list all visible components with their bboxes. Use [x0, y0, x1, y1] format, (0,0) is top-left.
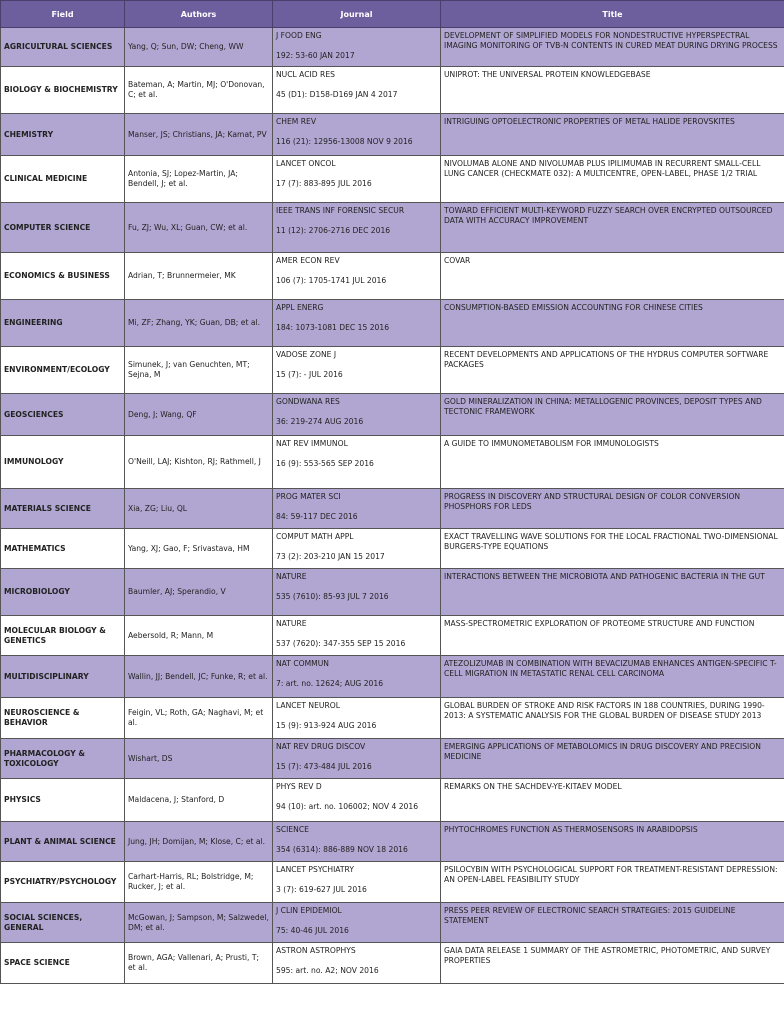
journal-name: PROG MATER SCI [276, 492, 341, 501]
cell-journal [273, 203, 441, 253]
cell-field: MATERIALS SCIENCE [1, 489, 125, 529]
cell-authors: Yang, Q; Sun, DW; Cheng, WW [125, 28, 273, 67]
cell-field: CLINICAL MEDICINE [1, 156, 125, 203]
journal-name: COMPUT MATH APPL [276, 532, 354, 541]
header-authors: Authors [125, 1, 273, 28]
journal-citation: 16 (9): 553-565 SEP 2016 [276, 459, 374, 468]
journal-citation: 106 (7): 1705-1741 JUL 2016 [276, 276, 387, 285]
cell-journal [273, 347, 441, 394]
cell-journal [273, 114, 441, 156]
cell-authors: Feigin, VL; Roth, GA; Naghavi, M; et al. [125, 698, 273, 739]
cell-field: MOLECULAR BIOLOGY & GENETICS [1, 616, 125, 656]
cell-field: MATHEMATICS [1, 529, 125, 569]
cell-journal [273, 739, 441, 779]
cell-journal [273, 436, 441, 489]
cell-journal [273, 903, 441, 943]
cell-field: BIOLOGY & BIOCHEMISTRY [1, 67, 125, 114]
table-row [1, 67, 784, 114]
journal-name: GONDWANA RES [276, 397, 340, 406]
cell-journal [273, 300, 441, 347]
table-row [1, 698, 784, 739]
table-row [1, 529, 784, 569]
table-row [1, 347, 784, 394]
journal-citation: 7: art. no. 12624; AUG 2016 [276, 679, 384, 688]
cell-journal [273, 698, 441, 739]
cell-title: A GUIDE TO IMMUNOMETABOLISM FOR IMMUNOLOGISTS [441, 436, 784, 489]
cell-field: PHARMACOLOGY & TOXICOLOGY [1, 739, 125, 779]
cell-authors: Bateman, A; Martin, MJ; O'Donovan, C; et al. [125, 67, 273, 114]
cell-title: GLOBAL BURDEN OF STROKE AND RISK FACTORS IN 188 COUNTRIES, DURING 1990-2013: A SYSTEMATIC ANALYSIS FOR THE GLOBAL BURDEN OF DISEASE STUDY 2013 [441, 698, 784, 739]
cell-field: NEUROSCIENCE & BEHAVIOR [1, 698, 125, 739]
table-row [1, 156, 784, 203]
cell-authors: Adrian, T; Brunnermeier, MK [125, 253, 273, 300]
cell-title: EXACT TRAVELLING WAVE SOLUTIONS FOR THE LOCAL FRACTIONAL TWO-DIMENSIONAL BURGERS-TYPE EQUATIONS [441, 529, 784, 569]
journal-citation: 17 (7): 883-895 JUL 2016 [276, 179, 372, 188]
journal-name: J CLIN EPIDEMIOL [276, 906, 342, 915]
cell-field: PLANT & ANIMAL SCIENCE [1, 822, 125, 862]
cell-journal [273, 569, 441, 616]
cell-title: NIVOLUMAB ALONE AND NIVOLUMAB PLUS IPILIMUMAB IN RECURRENT SMALL-CELL LUNG CANCER (CHECKMATE 032): A MULTICENTRE, OPEN-LABEL, PHASE 1/2 TRIAL [441, 156, 784, 203]
cell-authors: Brown, AGA; Vallenari, A; Prusti, T; et al. [125, 943, 273, 984]
cell-title: ATEZOLIZUMAB IN COMBINATION WITH BEVACIZUMAB ENHANCES ANTIGEN-SPECIFIC T-CELL MIGRATION IN METASTATIC RENAL CELL CARCINOMA [441, 656, 784, 698]
cell-field: SPACE SCIENCE [1, 943, 125, 984]
table-row [1, 569, 784, 616]
table-row [1, 489, 784, 529]
cell-authors: Fu, ZJ; Wu, XL; Guan, CW; et al. [125, 203, 273, 253]
cell-field: PHYSICS [1, 779, 125, 822]
journal-name: LANCET ONCOL [276, 159, 336, 168]
table-row [1, 436, 784, 489]
cell-authors: Deng, J; Wang, QF [125, 394, 273, 436]
cell-authors: McGowan, J; Sampson, M; Salzwedel, DM; et al. [125, 903, 273, 943]
cell-journal [273, 253, 441, 300]
table-row [1, 943, 784, 984]
journal-name: NUCL ACID RES [276, 70, 335, 79]
journal-name: PHYS REV D [276, 782, 322, 791]
cell-field: MULTIDISCIPLINARY [1, 656, 125, 698]
table-row [1, 779, 784, 822]
journal-name: VADOSE ZONE J [276, 350, 337, 359]
cell-title: GAIA DATA RELEASE 1 SUMMARY OF THE ASTROMETRIC, PHOTOMETRIC, AND SURVEY PROPERTIES [441, 943, 784, 984]
cell-journal [273, 394, 441, 436]
table-row [1, 28, 784, 67]
journal-citation: 94 (10): art. no. 106002; NOV 4 2016 [276, 802, 419, 811]
table-row [1, 656, 784, 698]
cell-title: CONSUMPTION-BASED EMISSION ACCOUNTING FOR CHINESE CITIES [441, 300, 784, 347]
cell-journal [273, 616, 441, 656]
cell-title: PSILOCYBIN WITH PSYCHOLOGICAL SUPPORT FOR TREATMENT-RESISTANT DEPRESSION: AN OPEN-LABEL FEASIBILITY STUDY [441, 862, 784, 903]
table-header [1, 1, 784, 28]
cell-authors: Wallin, JJ; Bendell, JC; Funke, R; et al. [125, 656, 273, 698]
cell-authors: Xia, ZG; Liu, QL [125, 489, 273, 529]
journal-citation: 15 (7): 473-484 JUL 2016 [276, 762, 372, 771]
cell-authors: Baumler, AJ; Sperandio, V [125, 569, 273, 616]
table-row [1, 739, 784, 779]
table-row [1, 394, 784, 436]
cell-journal [273, 943, 441, 984]
cell-field: COMPUTER SCIENCE [1, 203, 125, 253]
header-row [1, 1, 784, 28]
cell-journal [273, 656, 441, 698]
cell-authors: O'Neill, LAJ; Kishton, RJ; Rathmell, J [125, 436, 273, 489]
journal-citation: 15 (7): - JUL 2016 [276, 370, 343, 379]
cell-title: REMARKS ON THE SACHDEV-YE-KITAEV MODEL [441, 779, 784, 822]
journal-citation: 116 (21): 12956-13008 NOV 9 2016 [276, 137, 413, 146]
journal-name: NAT REV IMMUNOL [276, 439, 348, 448]
table-row [1, 253, 784, 300]
cell-field: IMMUNOLOGY [1, 436, 125, 489]
cell-authors: Yang, XJ; Gao, F; Srivastava, HM [125, 529, 273, 569]
cell-title: COVAR [441, 253, 784, 300]
cell-authors: Maldacena, J; Stanford, D [125, 779, 273, 822]
journal-name: NAT COMMUN [276, 659, 329, 668]
journal-citation: 15 (9): 913-924 AUG 2016 [276, 721, 377, 730]
journal-citation: 354 (6314): 886-889 NOV 18 2016 [276, 845, 408, 854]
cell-title: GOLD MINERALIZATION IN CHINA: METALLOGENIC PROVINCES, DEPOSIT TYPES AND TECTONIC FRAMEWORK [441, 394, 784, 436]
journal-name: IEEE TRANS INF FORENSIC SECUR [276, 206, 405, 215]
journal-citation: 192: 53-60 JAN 2017 [276, 51, 355, 60]
cell-journal [273, 67, 441, 114]
cell-field: CHEMISTRY [1, 114, 125, 156]
cell-journal [273, 529, 441, 569]
cell-title: PHYTOCHROMES FUNCTION AS THERMOSENSORS IN ARABIDOPSIS [441, 822, 784, 862]
table-row [1, 822, 784, 862]
journal-citation: 595: art. no. A2; NOV 2016 [276, 966, 379, 975]
cell-field: PSYCHIATRY/PSYCHOLOGY [1, 862, 125, 903]
cell-journal [273, 779, 441, 822]
cell-authors: Aebersold, R; Mann, M [125, 616, 273, 656]
journal-citation: 75: 40-46 JUL 2016 [276, 926, 349, 935]
table-row [1, 203, 784, 253]
cell-authors: Simunek, J; van Genuchten, MT; Sejna, M [125, 347, 273, 394]
cell-journal [273, 862, 441, 903]
cell-title: DEVELOPMENT OF SIMPLIFIED MODELS FOR NONDESTRUCTIVE HYPERSPECTRAL IMAGING MONITORING OF TVB-N CONTENTS IN CURED MEAT DURING DRYING PROCESS [441, 28, 784, 67]
journal-name: NAT REV DRUG DISCOV [276, 742, 366, 751]
cell-title: INTRIGUING OPTOELECTRONIC PROPERTIES OF METAL HALIDE PEROVSKITES [441, 114, 784, 156]
cell-title: PROGRESS IN DISCOVERY AND STRUCTURAL DESIGN OF COLOR CONVERSION PHOSPHORS FOR LEDS [441, 489, 784, 529]
journal-name: SCIENCE [276, 825, 309, 834]
journal-name: LANCET PSYCHIATRY [276, 865, 354, 874]
cell-title: EMERGING APPLICATIONS OF METABOLOMICS IN DRUG DISCOVERY AND PRECISION MEDICINE [441, 739, 784, 779]
table-row [1, 300, 784, 347]
cell-authors: Manser, JS; Christians, JA; Kamat, PV [125, 114, 273, 156]
cell-journal [273, 489, 441, 529]
journal-citation: 84: 59-117 DEC 2016 [276, 512, 358, 521]
cell-title: TOWARD EFFICIENT MULTI-KEYWORD FUZZY SEARCH OVER ENCRYPTED OUTSOURCED DATA WITH ACCURACY IMPROVEMENT [441, 203, 784, 253]
cell-title: INTERACTIONS BETWEEN THE MICROBIOTA AND PATHOGENIC BACTERIA IN THE GUT [441, 569, 784, 616]
cell-field: AGRICULTURAL SCIENCES [1, 28, 125, 67]
cell-authors: Wishart, DS [125, 739, 273, 779]
journal-citation: 45 (D1): D158-D169 JAN 4 2017 [276, 90, 398, 99]
table-row [1, 616, 784, 656]
journal-citation: 73 (2): 203-210 JAN 15 2017 [276, 552, 385, 561]
journal-citation: 36: 219-274 AUG 2016 [276, 417, 364, 426]
table-body [1, 28, 784, 984]
cell-field: GEOSCIENCES [1, 394, 125, 436]
table-row [1, 903, 784, 943]
header-title: Title [441, 1, 784, 28]
header-field: Field [1, 1, 125, 28]
table-row [1, 114, 784, 156]
cell-field: MICROBIOLOGY [1, 569, 125, 616]
cell-journal [273, 822, 441, 862]
journal-name: ASTRON ASTROPHYS [276, 946, 356, 955]
journal-name: J FOOD ENG [276, 31, 322, 40]
journal-name: NATURE [276, 619, 307, 628]
cell-authors: Mi, ZF; Zhang, YK; Guan, DB; et al. [125, 300, 273, 347]
journal-citation: 537 (7620): 347-355 SEP 15 2016 [276, 639, 406, 648]
cell-field: ENVIRONMENT/ECOLOGY [1, 347, 125, 394]
cell-title: PRESS PEER REVIEW OF ELECTRONIC SEARCH STRATEGIES: 2015 GUIDELINE STATEMENT [441, 903, 784, 943]
journal-citation: 184: 1073-1081 DEC 15 2016 [276, 323, 390, 332]
cell-field: SOCIAL SCIENCES, GENERAL [1, 903, 125, 943]
journal-citation: 535 (7610): 85-93 JUL 7 2016 [276, 592, 389, 601]
journal-name: NATURE [276, 572, 307, 581]
journal-name: CHEM REV [276, 117, 317, 126]
cell-authors: Carhart-Harris, RL; Bolstridge, M; Rucker, J; et al. [125, 862, 273, 903]
journal-citation: 11 (12): 2706-2716 DEC 2016 [276, 226, 391, 235]
journal-citation: 3 (7): 619-627 JUL 2016 [276, 885, 367, 894]
cell-journal [273, 28, 441, 67]
cell-field: ECONOMICS & BUSINESS [1, 253, 125, 300]
journal-name: LANCET NEUROL [276, 701, 340, 710]
cell-field: ENGINEERING [1, 300, 125, 347]
header-journal: Journal [273, 1, 441, 28]
cell-authors: Jung, JH; Domijan, M; Klose, C; et al. [125, 822, 273, 862]
cell-title: MASS-SPECTROMETRIC EXPLORATION OF PROTEOME STRUCTURE AND FUNCTION [441, 616, 784, 656]
cell-title: RECENT DEVELOPMENTS AND APPLICATIONS OF THE HYDRUS COMPUTER SOFTWARE PACKAGES [441, 347, 784, 394]
table-row [1, 862, 784, 903]
cell-authors: Antonia, SJ; Lopez-Martin, JA; Bendell, J; et al. [125, 156, 273, 203]
cell-title: UNIPROT: THE UNIVERSAL PROTEIN KNOWLEDGEBASE [441, 67, 784, 114]
journal-name: AMER ECON REV [276, 256, 340, 265]
journal-name: APPL ENERG [276, 303, 324, 312]
cell-journal [273, 156, 441, 203]
